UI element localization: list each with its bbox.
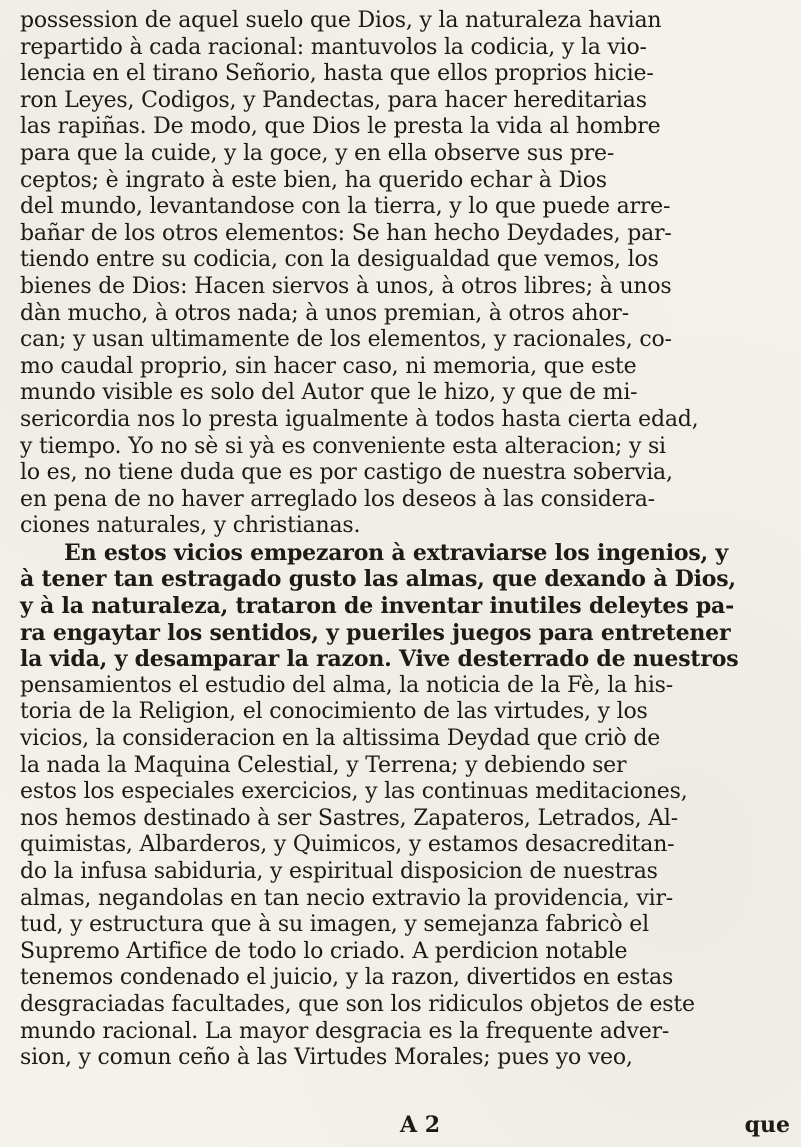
text-line: del mundo, levantandose con la tierra, y lo que puede arre- xyxy=(20,194,671,220)
text-line: possession de aquel suelo que Dios, y la naturaleza havian xyxy=(20,8,662,33)
signature-mark: A 2 xyxy=(400,1112,441,1138)
text-line: bañar de los otros elementos: Se han hecho Deydades, par- xyxy=(20,220,672,246)
text-line: ra engaytar los sentidos, y pueriles juegos para entretener xyxy=(20,619,731,646)
text-line: ron Leyes, Codigos, y Pandectas, para hacer hereditarias xyxy=(20,87,647,113)
text-line: repartido à cada racional: mantuvolos la codicia, y la vio- xyxy=(20,34,647,60)
text-line: à tener tan estragado gusto las almas, que dexando à Dios, xyxy=(20,566,736,593)
text-line: tud, y estructura que à su imagen, y semejanza fabricò el xyxy=(20,912,649,938)
text-line: nos hemos destinado à ser Sastres, Zapateros, Letrados, Al- xyxy=(20,805,678,831)
text-line: tenemos condenado el juicio, y la razon, divertidos en estas xyxy=(20,965,674,991)
page-footer xyxy=(20,1112,790,1142)
text-line: mundo racional. La mayor desgracia es la frequente adver- xyxy=(20,1018,670,1044)
catchword: que xyxy=(744,1112,790,1138)
text-line: estos los especiales exercicios, y las continuas meditaciones, xyxy=(20,779,688,805)
text-line: mo caudal proprio, sin hacer caso, ni memoria, que este xyxy=(20,353,637,379)
text-line: tiendo entre su codicia, con la desigualdad que vemos, los xyxy=(20,247,659,273)
text-line: ciones naturales, y christianas. xyxy=(20,513,361,539)
text-line: can; y usan ultimamente de los elementos, y racionales, co- xyxy=(20,327,672,353)
text-line: y tiempo. Yo no sè si yà es conveniente esta alteracion; y si xyxy=(20,433,666,459)
text-line: sion, y comun ceño à las Virtudes Morales; pues yo veo, xyxy=(20,1045,633,1071)
text-line: desgraciadas facultades, que son los ridiculos objetos de este xyxy=(20,991,695,1017)
text-line: toria de la Religion, el conocimiento de las virtudes, y los xyxy=(20,699,648,725)
text-line: almas, negandolas en tan necio extravio la providencia, vir- xyxy=(20,885,674,911)
text-line: vicios, la consideracion en la altissima Deydad que criò de xyxy=(20,726,661,752)
text-line: la vida, y desamparar la razon. Vive desterrado de nuestros xyxy=(20,646,739,673)
text-line: quimistas, Albarderos, y Quimicos, y estamos desacreditan- xyxy=(20,832,675,858)
text-line: do la infusa sabiduria, y espiritual disposicion de nuestras xyxy=(20,859,658,884)
text-line: bienes de Dios: Hacen siervos à unos, à otros libres; à unos xyxy=(20,273,672,299)
text-line: en pena de no haver arreglado los deseos à las considera- xyxy=(20,486,655,512)
text-line: pensamientos el estudio del alma, la noticia de la Fè, la his- xyxy=(20,672,673,698)
text-line: dàn mucho, à otros nada; à unos premian, à otros ahor- xyxy=(20,300,629,326)
text-line: lo es, no tiene duda que es por castigo de nuestra sobervia, xyxy=(20,460,673,486)
body-text xyxy=(20,8,790,1072)
text-line: lencia en el tirano Señorio, hasta que ellos proprios hicie- xyxy=(20,61,654,87)
text-line: En estos vicios empezaron à extraviarse los ingenios, y xyxy=(64,539,729,566)
text-line: mundo visible es solo del Autor que le hizo, y que de mi- xyxy=(20,380,638,406)
text-line: sericordia nos lo presta igualmente à todos hasta cierta edad, xyxy=(20,406,699,432)
text-line: Supremo Artifice de todo lo criado. A perdicion notable xyxy=(20,938,628,964)
text-line: la nada la Maquina Celestial, y Terrena; y debiendo ser xyxy=(20,752,627,778)
text-line: para que la cuide, y la goce, y en ella observe sus pre- xyxy=(20,140,615,166)
text-line: las rapiñas. De modo, que Dios le presta la vida al hombre xyxy=(20,114,661,140)
text-line: y à la naturaleza, trataron de inventar inutiles deleytes pa- xyxy=(20,593,735,620)
text-line: ceptos; è ingrato à este bien, ha querido echar à Dios xyxy=(20,167,607,193)
